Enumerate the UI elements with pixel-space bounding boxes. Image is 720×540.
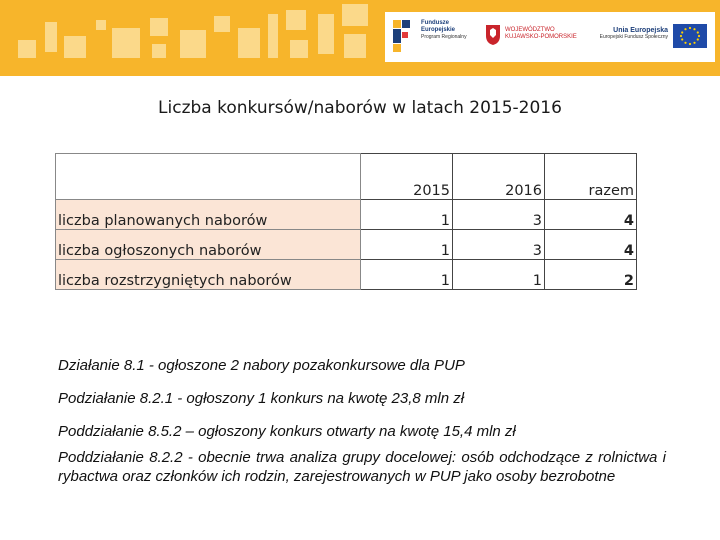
- cell-2015: 1: [361, 230, 453, 260]
- cell-2016: 1: [453, 260, 545, 290]
- decor-square: [268, 14, 278, 58]
- page-title: Liczba konkursów/naborów w latach 2015-2016: [158, 98, 562, 118]
- decor-square: [344, 34, 366, 58]
- cell-2015: 1: [361, 200, 453, 230]
- cell-2016: 3: [453, 230, 545, 260]
- decor-square: [152, 44, 166, 58]
- table-row: [56, 200, 637, 230]
- table-row: [56, 260, 637, 290]
- header-empty-cell: [56, 154, 361, 200]
- funds-logo-icon: [393, 20, 417, 52]
- note-item: Poddziałanie 8.2.2 - obecnie trwa analiza grupy docelowej: osób odchodzące z rolnictwa i rybactwa oraz członków ich rodzin, zarejestrowanych w PUP jako osoby bezrobotne: [58, 449, 666, 485]
- cell-2015: 1: [361, 260, 453, 290]
- note-item: Działanie 8.1 - ogłoszone 2 nabory pozakonkursowe dla PUP: [58, 357, 465, 374]
- eu-flag-icon: [673, 24, 707, 48]
- notes-section: [58, 356, 666, 486]
- row-label: liczba ogłoszonych naborów: [56, 230, 361, 260]
- table-row: [56, 230, 637, 260]
- decor-square: [150, 18, 168, 36]
- row-label: liczba rozstrzygniętych naborów: [56, 260, 361, 290]
- decor-square: [112, 28, 140, 58]
- decor-square: [18, 40, 36, 58]
- region-crest-icon: [485, 24, 501, 46]
- cell-2016: 3: [453, 200, 545, 230]
- header-band: [0, 0, 720, 76]
- decor-square: [238, 28, 260, 58]
- decor-square: [286, 10, 306, 30]
- column-header: razem: [545, 154, 637, 200]
- cell-total: 4: [545, 230, 637, 260]
- cell-total: 4: [545, 200, 637, 230]
- decor-square: [290, 40, 308, 58]
- funds-logo-text: Fundusze Europejskie Program Regionalny: [421, 20, 467, 40]
- decor-square: [342, 4, 368, 26]
- eu-logo-text: Unia Europejska Europejski Fundusz Społeczny: [599, 27, 668, 40]
- table-header-row: [56, 154, 637, 200]
- decor-square: [180, 30, 206, 58]
- note-item: Poddziałanie 8.5.2 – ogłoszony konkurs otwarty na kwotę 15,4 mln zł: [58, 423, 516, 440]
- recruitment-table: [55, 153, 637, 290]
- region-logo-text: WOJEWÓDZTWO KUJAWSKO-POMORSKIE: [505, 27, 577, 40]
- column-header: 2015: [361, 154, 453, 200]
- decor-square: [318, 14, 334, 54]
- column-header: 2016: [453, 154, 545, 200]
- note-item: Podziałanie 8.2.1 - ogłoszony 1 konkurs na kwotę 23,8 mln zł: [58, 390, 465, 407]
- decor-square: [64, 36, 86, 58]
- row-label: liczba planowanych naborów: [56, 200, 361, 230]
- decor-square: [96, 20, 106, 30]
- decor-square: [45, 22, 57, 52]
- decor-square: [214, 16, 230, 32]
- cell-total: 2: [545, 260, 637, 290]
- logo-bar: [385, 12, 715, 62]
